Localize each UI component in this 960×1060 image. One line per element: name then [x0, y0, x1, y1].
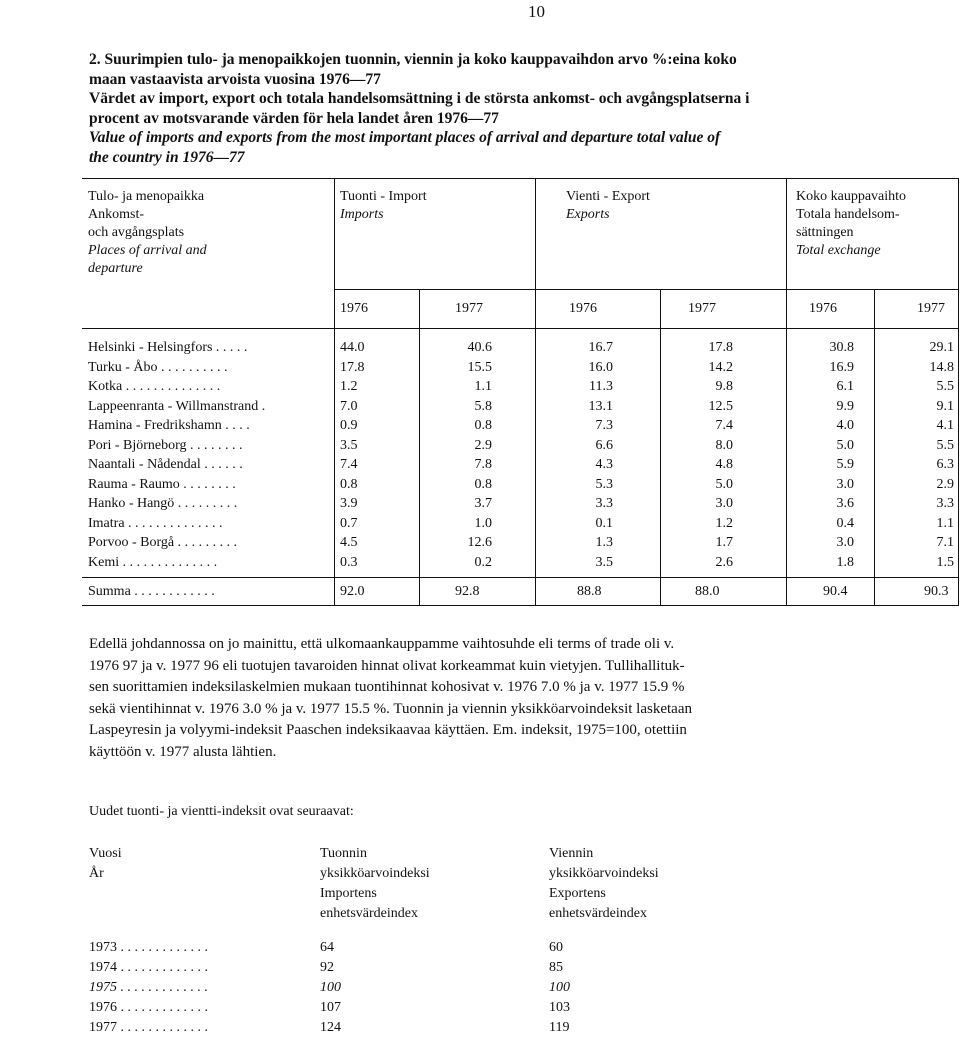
cell: 16.0 — [588, 359, 613, 375]
import-index-header-1: Tuonnin — [320, 846, 367, 861]
import-index-value: 92 — [320, 960, 334, 975]
paragraph-line: käyttöön v. 1977 alusta lähtien. — [89, 743, 277, 760]
place-name: Kemi . . . . . . . . . . . . . . — [88, 554, 218, 570]
cell: 4.8 — [715, 457, 733, 472]
col-rule-place — [334, 178, 335, 605]
paragraph-line: sekä vientihinnat v. 1976 3.0 % ja v. 1977 15.5 %. Tuonnin ja viennin yksikköarvoindeksit lasketaan — [89, 700, 692, 717]
cell: 6.6 — [595, 437, 613, 453]
cell: 12.6 — [467, 535, 492, 550]
cell: 3.9 — [340, 496, 358, 511]
summa-export-1976: 88.8 — [577, 584, 602, 599]
col-rule-total-split — [874, 289, 875, 605]
ports-table — [82, 178, 959, 606]
col-rule-export — [535, 178, 536, 605]
year-export-1976: 1976 — [569, 301, 597, 316]
cell: 1.0 — [474, 515, 492, 531]
place-name: Turku - Åbo . . . . . . . . . . — [88, 359, 228, 375]
cell: 0.1 — [595, 515, 613, 531]
export-index-header-3: Exportens — [549, 886, 606, 901]
cell: 1.5 — [936, 554, 954, 570]
import-index-value: 64 — [320, 940, 334, 955]
cell: 7.0 — [340, 398, 358, 414]
cell: 5.5 — [936, 379, 954, 394]
cell: 2.9 — [474, 437, 492, 453]
cell: 5.8 — [474, 398, 492, 414]
col-rule-total — [786, 178, 787, 605]
cell: 7.8 — [474, 457, 492, 472]
export-index-header-1: Viennin — [549, 846, 594, 861]
cell: 7.4 — [715, 418, 733, 433]
col-rule-export-split — [660, 289, 661, 605]
cell: 5.0 — [715, 476, 733, 492]
cell: 0.8 — [474, 476, 492, 492]
year-export-1977: 1977 — [688, 301, 716, 316]
total-header-sv-1: Totala handelsom- — [796, 207, 900, 222]
paragraph-line: 1976 97 ja v. 1977 96 eli tuotujen tavaroiden hinnat olivat korkeammat kuin vietyjen. Tullihallituk- — [89, 657, 685, 674]
year-total-1976: 1976 — [809, 301, 837, 316]
cell: 1.1 — [936, 515, 954, 531]
cell: 4.3 — [595, 457, 613, 472]
import-index-header-2: yksikköarvoindeksi — [320, 866, 430, 881]
cell: 15.5 — [467, 359, 492, 375]
place-name: Kotka . . . . . . . . . . . . . . — [88, 379, 221, 394]
cell: 1.3 — [595, 535, 613, 550]
place-header-en-1: Places of arrival and — [88, 243, 207, 258]
total-header-fi: Koko kauppavaihto — [796, 189, 907, 204]
export-index-value: 85 — [549, 960, 563, 975]
index-year: 1974 . . . . . . . . . . . . . — [89, 960, 208, 975]
table-right-rule — [958, 178, 959, 605]
import-index-value: 124 — [320, 1020, 341, 1035]
index-years-column — [89, 938, 208, 1038]
export-index-header-4: enhetsvärdeindex — [549, 906, 647, 921]
place-name: Pori - Björneborg . . . . . . . . — [88, 437, 243, 453]
cell: 3.0 — [715, 496, 733, 511]
col-rule-import-split — [419, 289, 420, 605]
heading-en-line-1: Value of imports and exports from the most important places of arrival and departure total value of — [89, 129, 721, 147]
cell: 3.6 — [836, 496, 854, 511]
cell: 9.8 — [715, 379, 733, 394]
cell: 7.4 — [340, 457, 358, 472]
header-bottom-rule — [82, 328, 959, 329]
summa-top-rule — [82, 577, 959, 578]
total-header-en: Total exchange — [796, 243, 881, 258]
cell: 0.8 — [340, 476, 358, 492]
cell: 0.8 — [474, 418, 492, 433]
cell: 2.6 — [715, 554, 733, 570]
index-year: 1977 . . . . . . . . . . . . . — [89, 1020, 208, 1035]
cell: 3.5 — [340, 437, 358, 453]
cell: 9.1 — [936, 398, 954, 414]
total-1977-column — [894, 338, 954, 572]
total-header-sv-2: sättningen — [796, 225, 854, 240]
cell: 44.0 — [340, 340, 365, 355]
summa-import-1976: 92.0 — [340, 584, 365, 599]
cell: 17.8 — [340, 359, 365, 375]
cell: 29.1 — [929, 340, 954, 355]
cell: 4.5 — [340, 535, 358, 550]
cell: 30.8 — [829, 340, 854, 355]
index-year: 1976 . . . . . . . . . . . . . — [89, 1000, 208, 1015]
paragraph-line: sen suorittamien indeksilaskelmien mukaan tuontihinnat kohosivat v. 1976 7.0 % ja v. 1977 15.9 % — [89, 679, 685, 695]
index-export-column — [549, 938, 570, 1038]
cell: 5.9 — [836, 457, 854, 472]
import-index-header-3: Importens — [320, 886, 377, 901]
year-import-1976: 1976 — [340, 301, 368, 316]
cell: 5.5 — [936, 437, 954, 453]
import-header-label: Tuonti - Import — [340, 189, 427, 204]
heading-fi-line-2: maan vastaavista arvoista vuosina 1976—77 — [89, 70, 381, 88]
total-header — [796, 188, 906, 260]
cell: 0.3 — [340, 554, 358, 570]
place-header-sv-1: Ankomst- — [88, 207, 144, 222]
cell: 6.1 — [836, 379, 854, 394]
import-index-header-4: enhetsvärdeindex — [320, 906, 418, 921]
place-header-fi: Tulo- ja menopaikka — [88, 189, 205, 204]
summa-export-1977: 88.0 — [695, 584, 720, 599]
export-index-value: 119 — [549, 1020, 570, 1035]
export-header-label: Vienti - Export — [566, 189, 650, 204]
summa-total-1976: 90.4 — [823, 584, 848, 599]
cell: 2.9 — [936, 476, 954, 492]
place-header-en-2: departure — [88, 261, 143, 276]
cell: 6.3 — [936, 457, 954, 472]
place-header-sv-2: och avgångsplats — [88, 225, 185, 240]
index-import-header — [320, 844, 430, 924]
cell: 12.5 — [708, 398, 733, 414]
heading-en-line-2: the country in 1976—77 — [89, 148, 245, 166]
place-name: Rauma - Raumo . . . . . . . . — [88, 476, 236, 492]
export-index-header-2: yksikköarvoindeksi — [549, 866, 659, 881]
cell: 1.8 — [836, 554, 854, 570]
import-1977-column — [432, 338, 492, 572]
body-paragraph — [89, 634, 955, 763]
cell: 3.3 — [595, 496, 613, 511]
place-name: Hanko - Hangö . . . . . . . . . — [88, 496, 238, 511]
table-top-rule — [82, 178, 959, 179]
export-index-value: 60 — [549, 940, 563, 955]
place-column — [88, 338, 265, 572]
year-header-sv: År — [89, 866, 104, 881]
import-1976-column — [340, 338, 365, 572]
place-name: Helsinki - Helsingfors . . . . . — [88, 340, 248, 355]
index-export-header — [549, 844, 659, 924]
index-year: 1975 . . . . . . . . . . . . . — [89, 980, 208, 995]
cell: 3.0 — [836, 535, 854, 550]
index-import-column — [320, 938, 341, 1038]
index-year-header — [89, 844, 122, 884]
export-index-value: 103 — [549, 1000, 570, 1015]
cell: 7.1 — [936, 535, 954, 550]
section-heading — [89, 50, 955, 168]
place-name: Lappeenranta - Willmanstrand . — [88, 398, 266, 414]
year-total-1977: 1977 — [917, 301, 945, 316]
cell: 5.0 — [836, 437, 854, 453]
year-header-fi: Vuosi — [89, 846, 122, 861]
import-index-value: 100 — [320, 980, 341, 995]
cell: 3.3 — [936, 496, 954, 511]
cell: 4.1 — [936, 418, 954, 433]
cell: 9.9 — [836, 398, 854, 414]
export-header-en: Exports — [566, 207, 610, 222]
cell: 16.7 — [588, 340, 613, 355]
index-intro: Uudet tuonti- ja vientti-indeksit ovat seuraavat: — [89, 804, 354, 819]
cell: 1.2 — [715, 515, 733, 531]
cell: 40.6 — [467, 340, 492, 355]
cell: 16.9 — [829, 359, 854, 375]
heading-fi-line-1: 2. Suurimpien tulo- ja menopaikkojen tuonnin, viennin ja koko kauppavaihdon arvo %:eina koko — [89, 51, 737, 68]
paragraph-line: Edellä johdannossa on jo mainittu, että ulkomaankauppamme vaihtosuhde eli terms of trade oli v. — [89, 636, 675, 652]
cell: 1.2 — [340, 379, 358, 394]
index-year: 1973 . . . . . . . . . . . . . — [89, 940, 208, 955]
place-name: Hamina - Fredrikshamn . . . . — [88, 418, 250, 433]
export-1977-column — [672, 338, 733, 572]
year-import-1977: 1977 — [455, 301, 483, 316]
cell: 0.9 — [340, 418, 358, 433]
cell: 7.3 — [595, 418, 613, 433]
summa-label: Summa . . . . . . . . . . . . — [88, 584, 215, 599]
export-1976-column — [552, 338, 613, 572]
total-1976-column — [792, 338, 854, 572]
summa-import-1977: 92.8 — [455, 584, 480, 599]
cell: 1.1 — [474, 379, 492, 394]
import-header — [340, 188, 427, 224]
place-name: Imatra . . . . . . . . . . . . . . — [88, 515, 223, 531]
cell: 17.8 — [708, 340, 733, 355]
cell: 1.7 — [715, 535, 733, 550]
page-number: 10 — [528, 2, 545, 21]
cell: 0.4 — [836, 515, 854, 531]
heading-sv-line-1: Värdet av import, export och totala handelsomsättning i de största ankomst- och avgångsplatserna i — [89, 90, 750, 108]
cell: 0.7 — [340, 515, 358, 531]
cell: 0.2 — [474, 554, 492, 570]
paragraph-line: Laspeyresin ja volyymi-indeksit Paaschen indeksikaavaa käyttäen. Em. indeksit, 1975=100, otettiin — [89, 722, 687, 738]
cell: 8.0 — [715, 437, 733, 453]
place-name: Porvoo - Borgå . . . . . . . . . — [88, 535, 238, 550]
cell: 14.8 — [929, 359, 954, 375]
place-name: Naantali - Nådendal . . . . . . — [88, 457, 243, 472]
cell: 11.3 — [589, 379, 613, 394]
place-header — [88, 188, 207, 278]
import-header-en: Imports — [340, 207, 384, 222]
summa-total-1977: 90.3 — [924, 584, 949, 599]
cell: 3.5 — [595, 554, 613, 570]
cell: 13.1 — [588, 398, 613, 414]
import-index-value: 107 — [320, 1000, 341, 1015]
export-header — [566, 188, 650, 224]
cell: 4.0 — [836, 418, 854, 433]
cell: 3.7 — [474, 496, 492, 511]
heading-sv-line-2: procent av motsvarande värden för hela landet åren 1976—77 — [89, 109, 499, 127]
year-row-rule — [334, 289, 959, 290]
cell: 5.3 — [595, 476, 613, 492]
export-index-value: 100 — [549, 980, 570, 995]
cell: 14.2 — [708, 359, 733, 375]
table-bottom-rule — [82, 605, 959, 606]
cell: 3.0 — [836, 476, 854, 492]
